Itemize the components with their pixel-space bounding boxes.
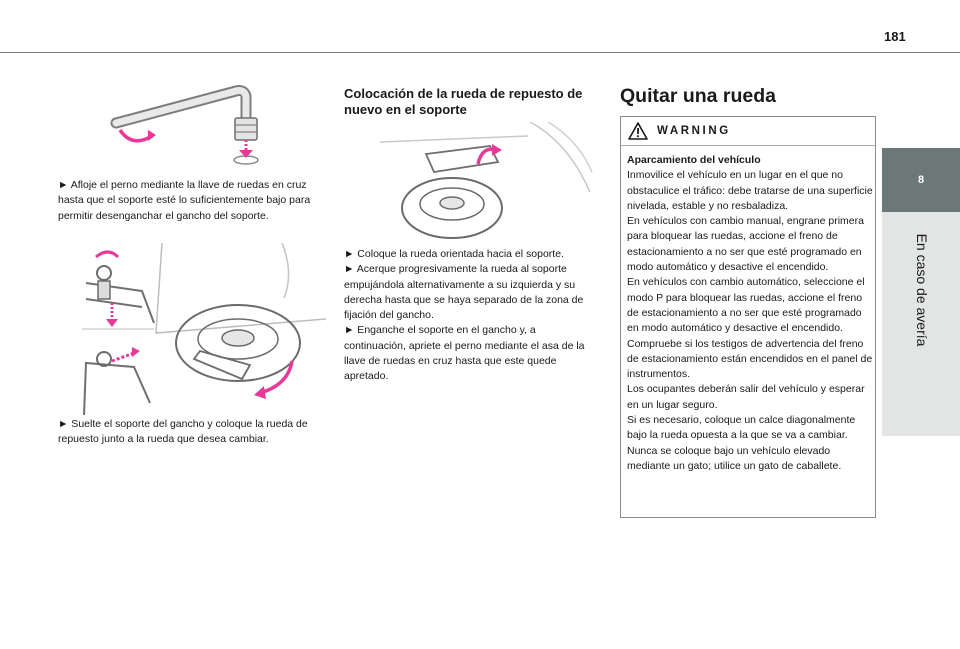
wheel-brace-illustration bbox=[108, 78, 268, 170]
section-title: Quitar una rueda bbox=[620, 85, 777, 107]
step-text: ► Coloque la rueda orientada hacia el soporte. bbox=[344, 248, 564, 260]
instruction-paragraph bbox=[58, 178, 313, 224]
warning-header bbox=[621, 117, 875, 146]
header-rule bbox=[0, 52, 960, 53]
page-number: 181 bbox=[884, 29, 906, 44]
warning-box bbox=[620, 116, 876, 518]
warning-triangle-icon bbox=[628, 122, 648, 140]
warning-label: WARNING bbox=[657, 125, 731, 137]
chapter-title: En caso de avería bbox=[914, 233, 930, 347]
warning-paragraph: En vehículos con cambio automático, seleccione el modo P para bloquear las ruedas, accione el freno de estacionamiento a no ser que esté programado en modo automático y desactive el encendido. bbox=[627, 276, 865, 335]
instruction-text: ► Afloje el perno mediante la llave de ruedas en cruz hasta que el soporte esté lo suficientemente bajo para permitir desenganchar el gancho del soporte. bbox=[58, 179, 311, 222]
warning-body bbox=[627, 153, 873, 474]
hook-support-illustration bbox=[82, 243, 326, 415]
instruction-text: ► Suelte el soporte del gancho y coloque la rueda de repuesto junto a la rueda que desea cambiar. bbox=[58, 418, 308, 446]
warning-paragraph: Compruebe si los testigos de advertencia del freno de estacionamiento están encendidos en el panel de instrumentos. bbox=[627, 337, 873, 381]
warning-paragraph: Si es necesario, coloque un calce diagonalmente bajo la rueda opuesta a la que se va a cambiar. bbox=[627, 414, 856, 442]
section-heading: Colocación de la rueda de repuesto de nuevo en el soporte bbox=[344, 86, 583, 117]
step-text: ► Acerque progresivamente la rueda al soporte empujándola alternativamente a su izquierda y su derecha hasta que se haya separado de la zona de fijación del gancho. bbox=[344, 263, 584, 322]
warning-paragraph: En vehículos con cambio manual, engrane primera para bloquear las ruedas, accione el freno de estacionamiento a no ser que esté programado en modo automático y desactive el encendido. bbox=[627, 215, 864, 274]
warning-paragraph: Nunca se coloque bajo un vehículo elevado mediante un gato; utilice un gato de caballete. bbox=[627, 444, 842, 472]
steps-list bbox=[344, 247, 592, 385]
spare-wheel-illustration bbox=[378, 122, 593, 242]
step-text: ► Enganche el soporte en el gancho y, a continuación, apriete el perno mediante el asa de la llave de ruedas en cruz hasta que este quede apretado. bbox=[344, 324, 585, 383]
warning-subtitle: Aparcamiento del vehículo bbox=[627, 154, 761, 166]
instruction-paragraph bbox=[58, 417, 313, 448]
warning-paragraph: Los ocupantes deberán salir del vehículo y esperar en un lugar seguro. bbox=[627, 383, 865, 411]
chapter-number: 8 bbox=[882, 148, 960, 212]
warning-paragraph: Inmovilice el vehículo en un lugar en el que no obstaculice el tráfico: debe tratarse de una superficie nivelada, estable y no resbaladiza. bbox=[627, 169, 873, 212]
